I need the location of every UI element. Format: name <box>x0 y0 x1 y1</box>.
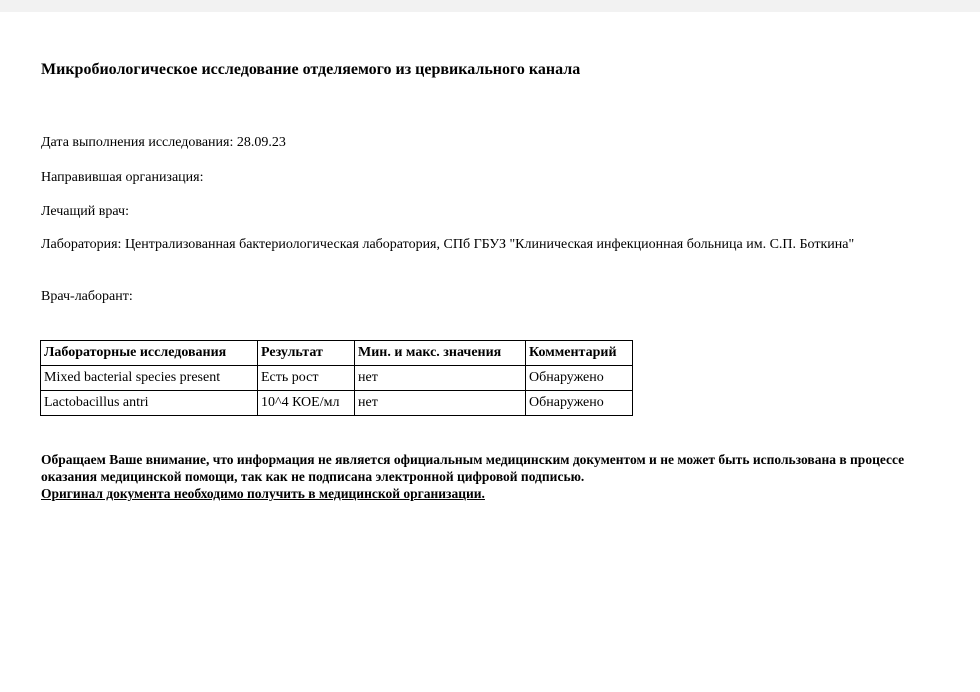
header-min-max: Мин. и макс. значения <box>355 341 526 366</box>
cell-comment: Обнаружено <box>526 366 633 391</box>
document-title: Микробиологическое исследование отделяемого из цервикального канала <box>41 61 581 78</box>
lab-technician: Врач-лаборант: <box>41 289 133 304</box>
disclaimer-text: Обращаем Ваше внимание, что информация не является официальным медицинским документом и не может быть использована в процессе оказания медицинской помощи, так как не подписана электронной цифровой подписью. <box>41 452 905 484</box>
study-date: Дата выполнения исследования: 28.09.23 <box>41 135 286 150</box>
cell-min-max: нет <box>355 366 526 391</box>
cell-result: 10^4 КОЕ/мл <box>258 391 355 416</box>
cell-min-max: нет <box>355 391 526 416</box>
header-lab-tests: Лабораторные исследования <box>41 341 258 366</box>
results-table <box>40 340 633 416</box>
cell-comment: Обнаружено <box>526 391 633 416</box>
document-page <box>0 12 980 692</box>
header-comment: Комментарий <box>526 341 633 366</box>
table-header-row <box>41 341 633 366</box>
table-row <box>41 391 633 416</box>
referring-organization: Направившая организация: <box>41 170 204 185</box>
cell-test-name: Lactobacillus antri <box>41 391 258 416</box>
viewer-top-bar <box>0 0 980 12</box>
disclaimer-original-note: Оригинал документа необходимо получить в медицинской организации. <box>41 486 485 501</box>
laboratory: Лаборатория: Централизованная бактериологическая лаборатория, СПб ГБУЗ "Клиническая инфекционная больница им. С.П. Боткина" <box>41 237 855 252</box>
cell-test-name: Mixed bacterial species present <box>41 366 258 391</box>
disclaimer-notice <box>41 451 921 502</box>
table-row <box>41 366 633 391</box>
cell-result: Есть рост <box>258 366 355 391</box>
attending-doctor: Лечащий врач: <box>41 204 129 219</box>
header-result: Результат <box>258 341 355 366</box>
